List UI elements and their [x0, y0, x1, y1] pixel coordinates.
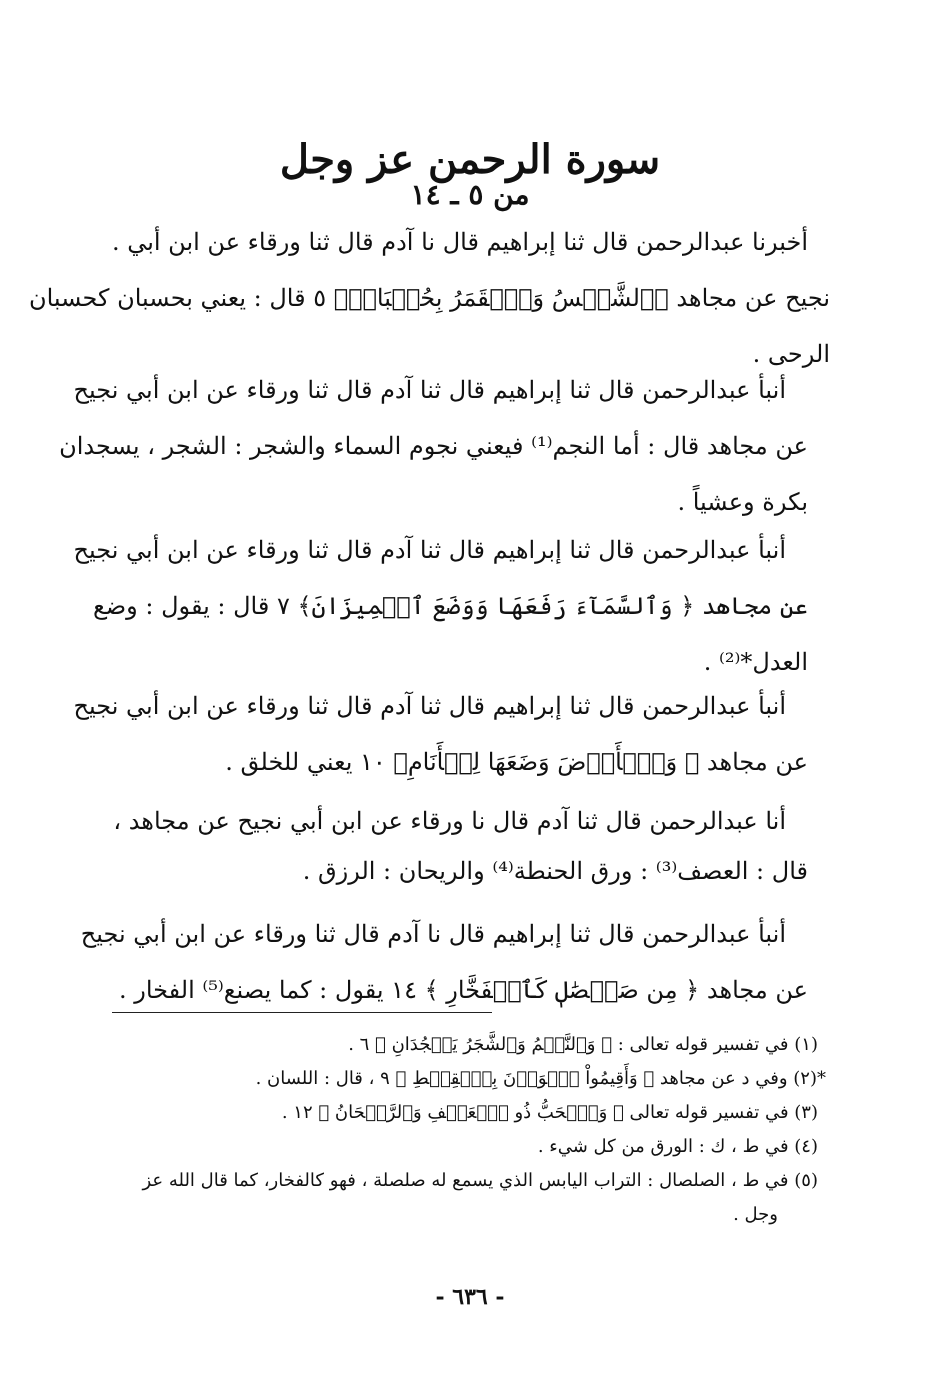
- paragraph-line: أخبرنا عبدالرحمن قال ثنا إبراهيم قال نا آدم قال ثنا ورقاء عن ابن أبي .: [111, 228, 808, 256]
- verse-range: من ٥ ـ ١٤: [410, 178, 530, 211]
- paragraph-line: عن مجاهد ﴿ وَٱلۡأَرۡضَ وَضَعَهَا لِلۡأَنَامِ﴾ ١٠ يعني للخلق .: [225, 748, 808, 776]
- paragraph-line: أنبأ عبدالرحمن قال ثنا إبراهيم قال نا آدم قال ثنا ورقاء عن ابن أبي نجيح: [80, 920, 786, 948]
- footnote-3: (٣) في تفسير قوله تعالى ﴿ وَٱلۡحَبُّ ذُو ٱلۡعَصۡفِ وَٱلرَّيۡحَانُ ﴾ ١٢ .: [281, 1102, 818, 1123]
- narration-paragraph-5: [66, 796, 808, 896]
- narration-paragraph-3: [66, 522, 808, 690]
- paragraph-line: عن مجاهد ﴿ مِن صَلۡصَٰلٖ كَٱلۡفَخَّارِ ﴾ ١٤ يقول : كما يصنع⁽⁵⁾ الفخار .: [118, 976, 808, 1004]
- paragraph-line: عن مجاهد ﴿ وَٱلسَّمَآءَ رَفَعَهَا وَوَضَعَ ٱلۡمِيزَانَ﴾ ٧ قال : يقول : وضع: [93, 592, 808, 620]
- footnotes: [118, 1028, 826, 1232]
- narration-paragraph-2: [59, 362, 808, 530]
- footnote-5-continuation: وجل .: [733, 1204, 778, 1225]
- page-number: - ٦٣٦ -: [435, 1284, 505, 1310]
- paragraph-line: بكرة وعشياً .: [677, 488, 808, 516]
- paragraph-line: العدل*⁽²⁾ .: [703, 648, 808, 676]
- footnote-5: (٥) في ط ، الصلصال : التراب اليابس الذي يسمع له صلصلة ، فهو كالفخار، كما قال الله عز: [142, 1170, 818, 1191]
- footnote-divider: [112, 1012, 492, 1013]
- narration-paragraph-1: [28, 214, 830, 382]
- footnote-4: (٤) في ط ، ك : الورق من كل شيء .: [537, 1136, 818, 1157]
- paragraph-line: أنبأ عبدالرحمن قال ثنا إبراهيم قال ثنا آدم قال ثنا ورقاء عن ابن أبي نجيح: [73, 536, 786, 564]
- paragraph-line: عن مجاهد قال : أما النجم⁽¹⁾ فيعني نجوم السماء والشجر : الشجر ، يسجدان: [59, 432, 808, 460]
- narration-paragraph-4: [66, 678, 808, 790]
- paragraph-line: نجيح عن مجاهد ﴿ٱلشَّمۡسُ وَٱلۡقَمَرُ بِحُسۡبَانٖ﴾ ٥ قال : يعني بحسبان كحسبان: [28, 284, 830, 312]
- paragraph-line: الرحى .: [752, 340, 830, 368]
- surah-title: سورة الرحمن عز وجل: [279, 136, 661, 183]
- paragraph-line: قال : العصف⁽³⁾ : ورق الحنطة⁽⁴⁾ والريحان : الرزق .: [302, 857, 808, 885]
- paragraph-line: أنا عبدالرحمن قال ثنا آدم قال نا ورقاء عن ابن أبي نجيح عن مجاهد ،: [113, 807, 786, 835]
- footnote-2: *(٢) وفي د عن مجاهد ﴿ وَأَقِيمُواْ ٱلۡوَزۡنَ بِٱلۡقِسۡطِ ﴾ ٩ ، قال : اللسان .: [255, 1068, 826, 1089]
- paragraph-line: أنبأ عبدالرحمن قال ثنا إبراهيم قال ثنا آدم قال ثنا ورقاء عن ابن أبي نجيح: [73, 692, 786, 720]
- paragraph-line: أنبأ عبدالرحمن قال ثنا إبراهيم قال ثنا آدم قال ثنا ورقاء عن ابن أبي نجيح: [73, 376, 786, 404]
- narration-paragraph-6: [66, 906, 808, 1018]
- footnote-1: (١) في تفسير قوله تعالى : ﴿ وَٱلنَّجۡمُ وَٱلشَّجَرُ يَسۡجُدَانِ ﴾ ٦ .: [348, 1034, 818, 1055]
